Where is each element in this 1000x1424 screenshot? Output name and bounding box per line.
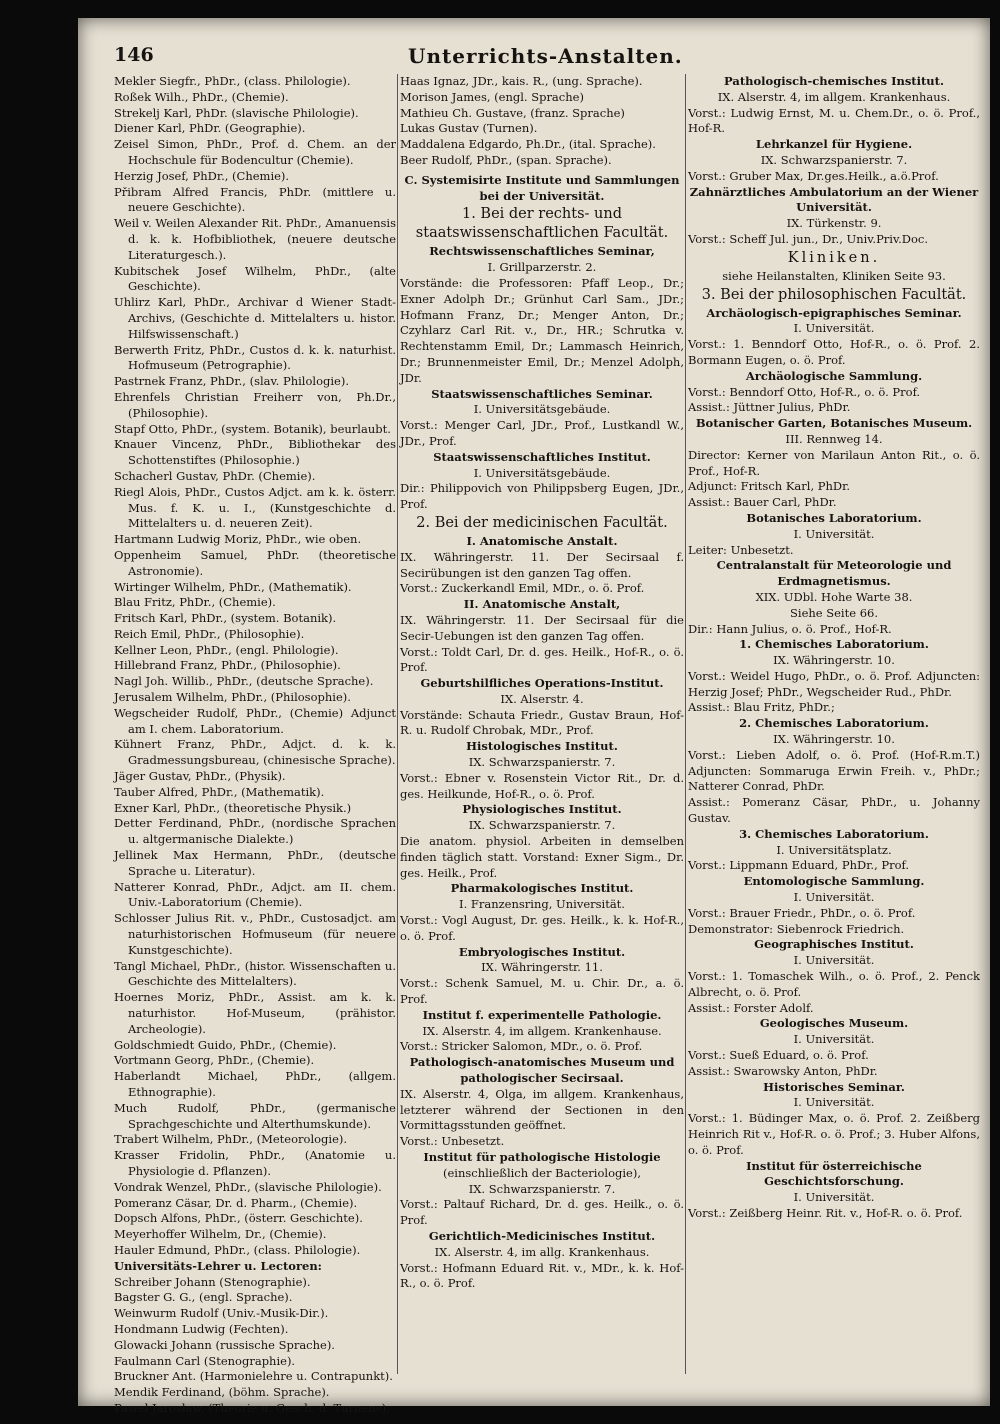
institute-text: Assist.: Jüttner Julius, PhDr. bbox=[688, 400, 851, 415]
page-number: 146 bbox=[114, 44, 154, 66]
lecturer-entry: Jellinek Max Hermann, PhDr., (deutsche Sprache u. Literatur). bbox=[114, 848, 396, 878]
lecturer-entry: Trabert Wilhelm, PhDr., (Meteorologie). bbox=[114, 1132, 348, 1147]
lecturer-entry: Much Rudolf, PhDr., (germanische Sprachgeschichte und Alterthumskunde). bbox=[114, 1100, 396, 1131]
institute-address: IX. Alserstr. 4, im allg. Krankenhaus. bbox=[434, 1244, 650, 1259]
institute-text: Vorst.: Lippmann Eduard, PhDr., Prof. bbox=[688, 858, 910, 873]
institute-address: I. Universitätsplatz. bbox=[776, 842, 892, 857]
lecturer-entry: Jäger Gustav, PhDr., (Physik). bbox=[114, 769, 286, 784]
institute-text: IX. Währingerstr. 11. Der Secirsaal f. Secirübungen ist den ganzen Tag offen. bbox=[400, 549, 684, 580]
institute-heading: Gerichtlich-Medicinisches Institut. bbox=[428, 1228, 656, 1243]
lecturer-entry: Mekler Siegfr., PhDr., (class. Philologie). bbox=[114, 74, 351, 88]
institute-heading: Geographisches Institut. bbox=[754, 937, 914, 952]
institute-heading: Institut für pathologische Histologie bbox=[423, 1150, 661, 1164]
scanned-page bbox=[78, 18, 990, 1415]
institute-heading: Geburtshilfliches Operations-Institut. bbox=[420, 676, 664, 691]
lecturer-entry: Haberlandt Michael, PhDr., (allgem. Ethnographie). bbox=[114, 1069, 396, 1099]
institute-address: I. Universität. bbox=[793, 526, 875, 541]
lecturer-entry: Tauber Alfred, PhDr., (Mathematik). bbox=[114, 784, 325, 799]
institute-heading: Zahnärztliches Ambulatorium an der Wiener Universität. bbox=[689, 184, 979, 215]
institute-text: Vorst.: Zuckerkandl Emil, MDr., o. ö. Prof. bbox=[400, 581, 645, 596]
institute-heading: 3. Chemisches Laboratorium. bbox=[739, 826, 929, 841]
institute-address: IX. Schwarzspanierstr. 7. bbox=[468, 1181, 616, 1196]
lecturer-entry: Fritsch Karl, PhDr., (system. Botanik). bbox=[114, 611, 337, 626]
lecturer-entry: Kellner Leon, PhDr., (engl. Philologie). bbox=[114, 642, 339, 657]
institute-heading: 2. Chemisches Laboratorium. bbox=[739, 716, 929, 731]
institute-text: Vorst.: Vogl August, Dr. ges. Heilk., k. k. Hof-R., o. ö. Prof. bbox=[400, 913, 684, 943]
institute-text: Vorst.: 1. Tomaschek Wilh., o. ö. Prof., 2. Penck Albrecht, o. ö. Prof. bbox=[688, 969, 980, 999]
institute-heading: Embryologisches Institut. bbox=[458, 944, 626, 959]
institute-text: Vorst.: Lieben Adolf, o. ö. Prof. (Hof-R.m.T.) Adjuncten: Sommaruga Erwin Freih. v., PhDr.; Natterer Conrad, PhDr. bbox=[688, 747, 980, 794]
institute-text: Vorstände: Schauta Friedr., Gustav Braun, Hof-R. u. Rudolf Chrobak, MDr., Prof. bbox=[400, 707, 684, 738]
lecturer-entry: Oppenheim Samuel, PhDr. (theoretische Astronomie). bbox=[114, 547, 396, 578]
institute-text: Vorst.: Scheff Jul. jun., Dr., Univ.Priv.Doc. bbox=[688, 231, 929, 246]
institute-text: Vorst.: Weidel Hugo, PhDr., o. ö. Prof. Adjuncten: Herzig Josef; PhDr., Wegscheider Rud., PhDr. bbox=[688, 668, 980, 699]
lecturer-entry: Strekelj Karl, PhDr. (slavische Philologie). bbox=[114, 105, 359, 120]
institute-text: Die anatom. physiol. Arbeiten in demselben finden täglich statt. Vorstand: Exner Sigm., Dr. ges. Heilk., Prof. bbox=[400, 834, 684, 880]
lecturer-entry: Maddalena Edgardo, Ph.Dr., (ital. Sprache). bbox=[400, 137, 656, 152]
lecturer-entry: Jerusalem Wilhelm, PhDr., (Philosophie). bbox=[114, 690, 351, 705]
lecturer-entry: Pawel Jaroslaw, (Theorie u. Gesch. d. Turnens). bbox=[114, 1400, 390, 1415]
institute-heading: 1. Chemisches Laboratorium. bbox=[739, 637, 929, 652]
institute-text: Vorst.: Toldt Carl, Dr. d. ges. Heilk., Hof-R., o. ö. Prof. bbox=[400, 644, 684, 675]
institute-text: IX. Alserstr. 4, Olga, im allgem. Krankenhaus, letzterer während der Sectionen in den Vormittagsstunden geöffnet. bbox=[400, 1086, 684, 1133]
institute-text: Director: Kerner von Marilaun Anton Rit., o. ö. Prof., Hof-R. bbox=[688, 447, 980, 478]
institute-text: Vorst.: Schenk Samuel, M. u. Chir. Dr., a. ö. Prof. bbox=[400, 976, 684, 1007]
institute-heading: Histologisches Institut. bbox=[466, 739, 618, 754]
institute-heading: Lehrkanzel für Hygiene. bbox=[755, 137, 913, 152]
lecturer-entry: Krasser Fridolin, PhDr., (Anatomie u. Physiologie d. Pflanzen). bbox=[114, 1148, 396, 1178]
institute-address: I. Grillparzerstr. 2. bbox=[487, 260, 597, 275]
clinics-reference: siehe Heilanstalten, Kliniken Seite 93. bbox=[722, 268, 946, 283]
lecturer-entry: Bagster G. G., (engl. Sprache). bbox=[114, 1290, 293, 1305]
institute-heading: Entomologische Sammlung. bbox=[743, 874, 925, 889]
institute-heading: Pharmakologisches Institut. bbox=[450, 881, 634, 896]
institute-heading: Pathologisch-anatomisches Museum und pathologischer Secirsaal. bbox=[409, 1055, 675, 1086]
lecturer-entry: Mendik Ferdinand, (böhm. Sprache). bbox=[114, 1385, 330, 1400]
lecturer-entry: Schacherl Gustav, PhDr. (Chemie). bbox=[114, 468, 316, 483]
institute-address: IX. Alserstr. 4, im allgem. Krankenhause. bbox=[422, 1023, 662, 1038]
lecturer-entry: Detter Ferdinand, PhDr., (nordische Sprachen u. altgermanische Dialekte.) bbox=[114, 816, 396, 847]
lecturer-entry: Hartmann Ludwig Moriz, PhDr., wie oben. bbox=[114, 532, 362, 547]
lecturer-entry: Beer Rudolf, PhDr., (span. Sprache). bbox=[400, 152, 612, 167]
lecturer-entry: Weil v. Weilen Alexander Rit. PhDr., Amanuensis d. k. k. Hofbibliothek, (neuere deutsche Literaturgesch.). bbox=[114, 216, 396, 262]
institute-heading: Staatswissenschaftliches Institut. bbox=[433, 449, 651, 464]
lecturer-entry: Blau Fritz, PhDr., (Chemie). bbox=[114, 595, 276, 610]
lecturer-entry: Morison James, (engl. Sprache) bbox=[400, 89, 584, 104]
institute-address: I. Universität. bbox=[793, 321, 875, 336]
institute-text: IX. Währingerstr. 11. Der Secirsaal für die Secir-Uebungen ist den ganzen Tag offen. bbox=[400, 612, 684, 643]
institute-heading: Pathologisch-chemisches Institut. bbox=[724, 74, 944, 88]
institute-text: Vorstände: die Professoren: Pfaff Leop., Dr.; Exner Adolph Dr.; Grünhut Carl Sam., JDr.; Hofmann Franz, Dr.; Menger Anton, Dr.; Czyhlarz Carl Rit. v., Dr., HR.; Schrutka v. Rechtenstamm Emil, Dr.; Lammasch Heinrich, Dr.; Brunnenmeister Emil, Dr.; Menzel Adolph, JDr. bbox=[400, 275, 684, 385]
clinics-heading: Kliniken. bbox=[787, 249, 881, 266]
lecturer-entry: Uhlirz Karl, PhDr., Archivar d Wiener Stadt-Archivs, (Geschichte d. Mittelalters u. histor. Hilfswissenschaft.) bbox=[114, 295, 396, 341]
institute-address: IX. Türkenstr. 9. bbox=[786, 216, 882, 231]
lecturer-entry: Berwerth Fritz, PhDr., Custos d. k. k. naturhist. Hofmuseum (Petrographie). bbox=[114, 342, 396, 373]
institute-text: Assist.: Forster Adolf. bbox=[688, 1000, 814, 1015]
lecturer-entry: Diener Karl, PhDr. (Geographie). bbox=[114, 121, 306, 136]
lecturer-entry: Hoernes Moriz, PhDr., Assist. am k. k. naturhistor. Hof-Museum, (prähistor. Archeologie). bbox=[114, 990, 396, 1036]
institute-address: IX. Alserstr. 4. bbox=[500, 691, 584, 706]
lecturer-entry: Faulmann Carl (Stenographie). bbox=[114, 1353, 296, 1368]
institute-text: Dir.: Philippovich von Philippsberg Eugen, JDr., Prof. bbox=[400, 481, 684, 512]
lecturer-entry: Exner Karl, PhDr., (theoretische Physik.) bbox=[114, 800, 352, 815]
institute-text: Assist.: Bauer Carl, PhDr. bbox=[688, 495, 837, 510]
institute-address: I. Universitätsgebäude. bbox=[473, 402, 611, 417]
institute-text: Vorst.: Benndorf Otto, Hof-R., o. ö. Prof. bbox=[688, 384, 921, 399]
lecturer-entry: Schreiber Johann (Stenographie). bbox=[114, 1274, 311, 1289]
faculty-heading-philosophy: 3. Bei der philosophischen Facultät. bbox=[701, 286, 967, 303]
lecturer-entry: Glowacki Johann (russische Sprache). bbox=[114, 1337, 335, 1352]
institute-address: IX. Schwarzspanierstr. 7. bbox=[468, 755, 616, 770]
lecturer-entry: Meyerhoffer Wilhelm, Dr., (Chemie). bbox=[114, 1227, 327, 1242]
institute-text: Vorst.: Menger Carl, JDr., Prof., Lustkandl W., JDr., Prof. bbox=[400, 418, 684, 448]
institute-reference: Siehe Seite 66. bbox=[790, 605, 878, 620]
institute-heading: I. Anatomische Anstalt. bbox=[466, 533, 618, 548]
lecturer-entry: Knauer Vincenz, PhDr., Bibliothekar des Schottenstiftes (Philosophie.) bbox=[114, 437, 396, 468]
institute-address: IX. Währingerstr. 11. bbox=[481, 960, 603, 975]
institute-address: I. Universität. bbox=[793, 953, 875, 968]
institute-text: Leiter: Unbesetzt. bbox=[688, 542, 794, 557]
institute-address: I. Universität. bbox=[793, 1095, 875, 1110]
lecturer-entry: Ehrenfels Christian Freiherr von, Ph.Dr., (Philosophie). bbox=[114, 389, 396, 420]
institute-address: IX. Alserstr. 4, im allgem. Krankenhaus. bbox=[717, 89, 951, 104]
lecturer-entry: Herzig Josef, PhDr., (Chemie). bbox=[114, 168, 290, 183]
institute-text: Vorst.: Gruber Max, Dr.ges.Heilk., a.ö.Prof. bbox=[688, 168, 939, 183]
institute-text: Vorst.: Stricker Salomon, MDr., o. ö. Prof. bbox=[400, 1039, 643, 1054]
lecturer-entry: Přibram Alfred Francis, PhDr. (mittlere u. neuere Geschichte). bbox=[114, 184, 396, 215]
institute-text: Vorst.: Ebner v. Rosenstein Victor Rit., Dr. d. ges. Heilkunde, Hof-R., o. ö. Prof. bbox=[400, 770, 684, 801]
institute-text: Vorst.: Zeißberg Heinr. Rit. v., Hof-R. o. ö. Prof. bbox=[688, 1205, 963, 1220]
institute-text: Adjunct: Fritsch Karl, PhDr. bbox=[688, 479, 851, 494]
lecturer-entry: Wegscheider Rudolf, PhDr., (Chemie) Adjunct am I. chem. Laboratorium. bbox=[114, 705, 396, 736]
page-header bbox=[78, 18, 990, 68]
lecturer-entry: Reich Emil, PhDr., (Philosophie). bbox=[114, 626, 305, 641]
institute-text: Assist.: Pomeranz Cäsar, PhDr., u. Johanny Gustav. bbox=[688, 795, 980, 826]
institute-heading: Centralanstalt für Meteorologie und Erdmagnetismus. bbox=[716, 558, 952, 589]
lecturer-entry: Natterer Konrad, PhDr., Adjct. am II. chem. Univ.-Laboratorium (Chemie). bbox=[114, 879, 396, 910]
lecturer-entry: Zeisel Simon, PhDr., Prof. d. Chem. an der Hochschule für Bodencultur (Chemie). bbox=[114, 137, 396, 167]
institute-text: Vorst.: Brauer Friedr., PhDr., o. ö. Prof. bbox=[688, 905, 916, 920]
lecturer-entry: Schlosser Julius Rit. v., PhDr., Custosadjct. am naturhistorischen Hofmuseum (für neuere Kunstgeschichte). bbox=[114, 911, 396, 957]
running-title: Unterrichts-Anstalten. bbox=[408, 44, 683, 68]
lecturer-entry: Bruckner Ant. (Harmonielehre u. Contrapunkt). bbox=[114, 1369, 393, 1384]
institute-address: I. Universität. bbox=[793, 890, 875, 905]
institute-address: XIX. UDbl. Hohe Warte 38. bbox=[755, 589, 913, 604]
lecturers-subheading: Universitäts-Lehrer u. Lectoren: bbox=[114, 1258, 322, 1273]
lecturer-entry: Riegl Alois, PhDr., Custos Adjct. am k. k. österr. Mus. f. K. u. I., (Kunstgeschichte d. Mittelalters u. d. neueren Zeit). bbox=[114, 484, 396, 531]
institute-address: IX. Währingerstr. 10. bbox=[773, 732, 895, 747]
institute-heading: Historisches Seminar. bbox=[763, 1079, 905, 1094]
lecturer-entry: Hauler Edmund, PhDr., (class. Philologie). bbox=[114, 1242, 361, 1257]
institute-heading: Geologisches Museum. bbox=[759, 1016, 909, 1031]
column-2-institutes bbox=[400, 74, 684, 1394]
faculty-heading-medicine: 2. Bei der medicinischen Facultät. bbox=[416, 514, 668, 531]
institute-text: Vorst.: 1. Büdinger Max, o. ö. Prof. 2. Zeißberg Heinrich Rit v., Hof-R. o. ö. Prof.; 3. Huber Alfons, o. ö. Prof. bbox=[688, 1111, 980, 1157]
institute-text: Vorst.: 1. Benndorf Otto, Hof-R., o. ö. Prof. 2. Bormann Eugen, o. ö. Prof. bbox=[688, 337, 980, 367]
institute-heading: II. Anatomische Anstalt, bbox=[463, 597, 621, 612]
lecturer-entry: Hillebrand Franz, PhDr., (Philosophie). bbox=[114, 658, 341, 673]
institute-heading: Institut f. experimentelle Pathologie. bbox=[422, 1007, 662, 1022]
institute-heading: Archäologisch-epigraphisches Seminar. bbox=[706, 305, 962, 320]
institute-heading: Archäologische Sammlung. bbox=[745, 368, 923, 383]
lecturer-entry: Dopsch Alfons, PhDr., (österr. Geschichte). bbox=[114, 1211, 363, 1226]
institute-text: Vorst.: Ludwig Ernst, M. u. Chem.Dr., o. ö. Prof., Hof-R. bbox=[688, 105, 980, 136]
institute-text: Vorst.: Sueß Eduard, o. ö. Prof. bbox=[688, 1048, 869, 1063]
lecturer-entry: Tangl Michael, PhDr., (histor. Wissenschaften u. Geschichte des Mittelalters). bbox=[114, 958, 396, 989]
lecturer-entry: Lukas Gustav (Turnen). bbox=[400, 121, 538, 136]
institute-heading: Institut für österreichische Geschichtsforschung. bbox=[746, 1158, 922, 1189]
column-rule-1 bbox=[397, 74, 398, 1374]
institute-heading: Rechtswissenschaftliches Seminar, bbox=[429, 244, 655, 259]
institute-text: Dir.: Hann Julius, o. ö. Prof., Hof-R. bbox=[688, 621, 892, 636]
institute-address: I. Franzensring, Universität. bbox=[459, 897, 625, 912]
section-heading-c: C. Systemisirte Institute und Sammlungen bei der Universität. bbox=[404, 172, 680, 203]
institute-address: I. Universität. bbox=[793, 1190, 875, 1205]
institute-text: Vorst.: Paltauf Richard, Dr. d. ges. Heilk., o. ö. Prof. bbox=[400, 1197, 684, 1228]
lecturer-entry: Nagl Joh. Willib., PhDr., (deutsche Sprache). bbox=[114, 674, 374, 689]
institute-address: IX. Währingerstr. 10. bbox=[773, 653, 895, 668]
lecturer-entry: Goldschmiedt Guido, PhDr., (Chemie). bbox=[114, 1037, 337, 1052]
institute-heading: Botanisches Laboratorium. bbox=[746, 510, 922, 525]
lecturer-entry: Stapf Otto, PhDr., (system. Botanik), beurlaubt. bbox=[114, 421, 391, 436]
institute-text: Vorst.: Unbesetzt. bbox=[400, 1134, 505, 1149]
lecturer-entry: Wirtinger Wilhelm, PhDr., (Mathematik). bbox=[114, 579, 352, 594]
column-1-lecturers bbox=[114, 74, 396, 1415]
lecturer-entry: Pastrnek Franz, PhDr., (slav. Philologie). bbox=[114, 374, 349, 389]
institute-address: IX. Schwarzspanierstr. 7. bbox=[468, 818, 616, 833]
institute-address: I. Universität. bbox=[793, 1032, 875, 1047]
lecturer-entry: Kühnert Franz, PhDr., Adjct. d. k. k. Gradmessungsbureau, (chinesische Sprache). bbox=[114, 737, 396, 768]
institute-subtitle: (einschließlich der Bacteriologie), bbox=[442, 1165, 641, 1180]
lecturer-entry: Mathieu Ch. Gustave, (franz. Sprache) bbox=[400, 105, 625, 120]
institute-address: IX. Schwarzspanierstr. 7. bbox=[760, 152, 908, 167]
lecturer-entry: Pomeranz Cäsar, Dr. d. Pharm., (Chemie). bbox=[114, 1195, 358, 1210]
lecturer-entry: Haas Ignaz, JDr., kais. R., (ung. Sprache). bbox=[400, 74, 643, 88]
lecturer-entry: Vortmann Georg, PhDr., (Chemie). bbox=[114, 1053, 315, 1068]
institute-heading: Physiologisches Institut. bbox=[462, 802, 622, 817]
lecturer-entry: Weinwurm Rudolf (Univ.-Musik-Dir.). bbox=[114, 1306, 329, 1321]
lecturer-entry: Kubitschek Josef Wilhelm, PhDr., (alte Geschichte). bbox=[114, 263, 396, 294]
institute-text: Assist.: Swarowsky Anton, PhDr. bbox=[688, 1063, 878, 1078]
faculty-heading-law: 1. Bei der rechts- und staatswissenschaftlichen Facultät. bbox=[415, 206, 669, 242]
institute-address: III. Rennweg 14. bbox=[785, 431, 883, 446]
institute-address: I. Universitätsgebäude. bbox=[473, 465, 611, 480]
institute-heading: Staatswissenschaftliches Seminar. bbox=[431, 386, 653, 401]
institute-text: Vorst.: Hofmann Eduard Rit. v., MDr., k. k. Hof-R., o. ö. Prof. bbox=[400, 1260, 684, 1291]
institute-text: Assist.: Blau Fritz, PhDr.; bbox=[688, 700, 835, 715]
institute-text: Demonstrator: Siebenrock Friedrich. bbox=[688, 921, 905, 936]
institute-heading: Botanischer Garten, Botanisches Museum. bbox=[695, 416, 973, 431]
column-3-institutes bbox=[688, 74, 980, 1394]
lecturer-entry: Hondmann Ludwig (Fechten). bbox=[114, 1321, 289, 1336]
lecturer-entry: Vondrak Wenzel, PhDr., (slavische Philologie). bbox=[114, 1179, 382, 1194]
column-rule-2 bbox=[685, 74, 686, 1374]
lecturer-entry: Roßek Wilh., PhDr., (Chemie). bbox=[114, 89, 289, 104]
